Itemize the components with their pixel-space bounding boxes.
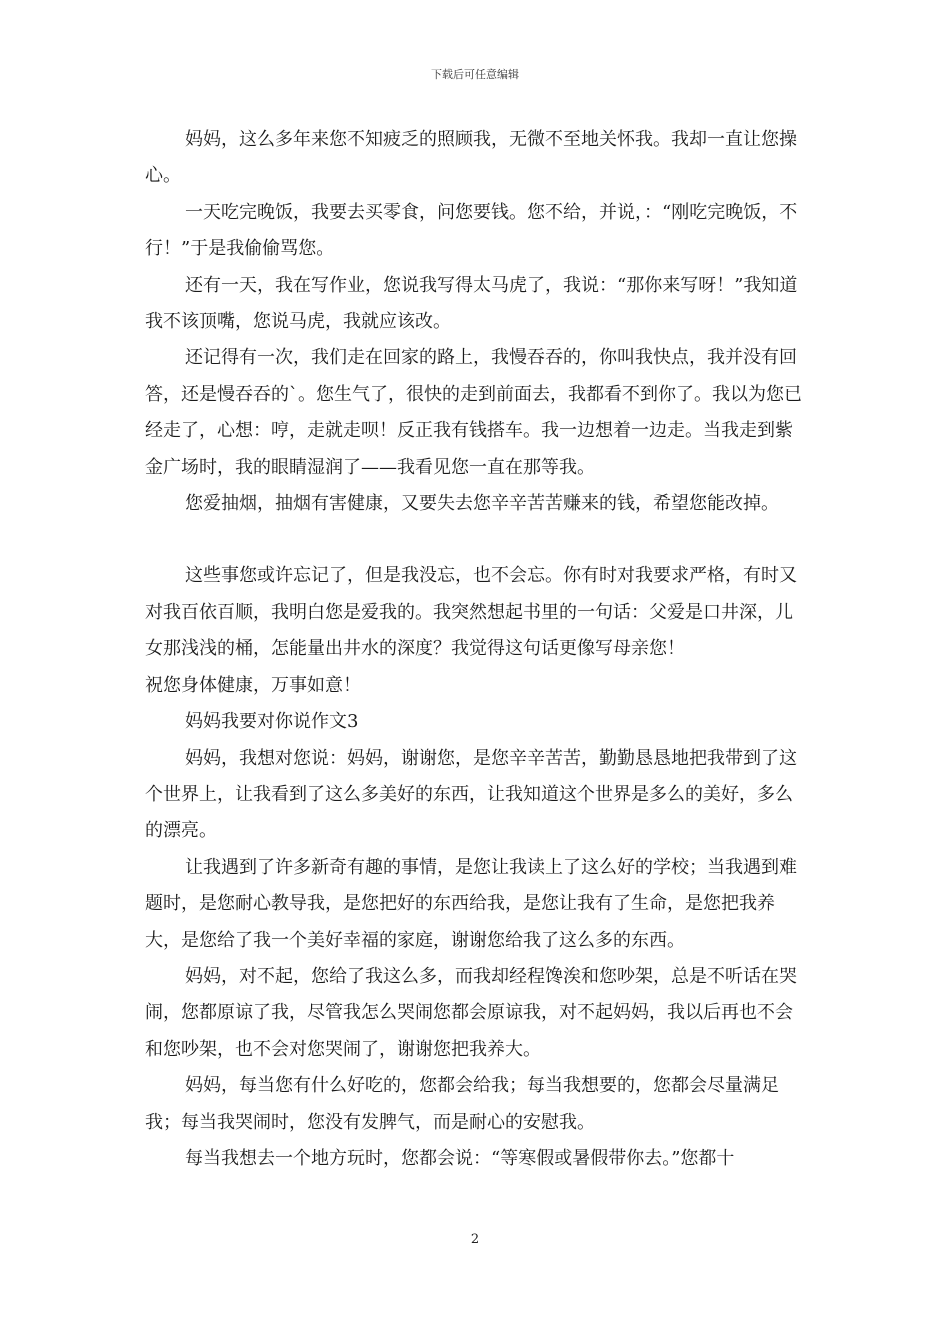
- paragraph: 这些事您或许忘记了，但是我没忘，也不会忘。你有时对我要求严格，有时又对我百依百顺，我明白您是爱我的。我突然想起书里的一句话：父爱是口井深，儿女那浅浅的桶，怎能量出井水的深度？我觉得这句话更像写母亲您！: [145, 565, 797, 660]
- document-body: [145, 122, 805, 1177]
- paragraph: 让我遇到了许多新奇有趣的事情，是您让我读上了这么好的学校；当我遇到难题时，是您耐心教导我，是您把好的东西给我，是您让我有了生命，是您把我养大，是您给了我一个美好幸福的家庭，谢谢您给我了这么多的东西。: [145, 856, 797, 951]
- paragraph: 您爱抽烟，抽烟有害健康，又要失去您辛辛苦苦赚来的钱，希望您能改掉。: [185, 493, 779, 515]
- paragraph: 一天吃完晚饭，我要去买零食，问您要钱。您不给，并说，：“刚吃完晚饭，不行！”于是我偷偷骂您。: [145, 201, 798, 260]
- paragraph: 妈妈，这么多年来您不知疲乏的照顾我，无微不至地关怀我。我却一直让您操心。: [145, 129, 797, 187]
- page-header: 下载后可任意编辑: [431, 68, 519, 81]
- section-title: 妈妈我要对你说作文3: [185, 711, 359, 733]
- page-number: 2: [470, 1232, 480, 1247]
- paragraph: 妈妈，每当您有什么好吃的，您都会给我；每当我想要的，您都会尽量满足我；每当我哭闹时，您没有发脾气，而是耐心的安慰我。: [145, 1075, 779, 1133]
- paragraph: 还有一天，我在写作业，您说我写得太马虎了，我说：“那你来写呀！”我知道我不该顶嘴，您说马虎，我就应该改。: [145, 274, 798, 333]
- paragraph: 每当我想去一个地方玩时，您都会说：“等寒假或暑假带你去。”您都十: [185, 1147, 735, 1169]
- paragraph: 妈妈，我想对您说：妈妈，谢谢您，是您辛辛苦苦，勤勤恳恳地把我带到了这个世界上，让我看到了这么多美好的东西，让我知道这个世界是多么的美好，多么的漂亮。: [145, 747, 797, 842]
- paragraph: 还记得有一次，我们走在回家的路上，我慢吞吞的，你叫我快点，我并没有回答，还是慢吞吞的`。您生气了，很快的走到前面去，我都看不到你了。我以为您已经走了，心想：哼，走就走呗！反正我有钱搭车。我一边想着一边走。当我走到紫金广场时，我的眼睛湿润了——我看见您一直在那等我。: [145, 347, 802, 478]
- paragraph: 祝您身体健康，万事如意！: [145, 674, 361, 696]
- blank-line: [145, 522, 805, 558]
- paragraph: 妈妈，对不起，您给了我这么多，而我却经程馋涘和您吵架，总是不听话在哭闹，您都原谅了我，尽管我怎么哭闹您都会原谅我，对不起妈妈，我以后再也不会和您吵架，也不会对您哭闹了，谢谢您把我养大。: [145, 965, 797, 1060]
